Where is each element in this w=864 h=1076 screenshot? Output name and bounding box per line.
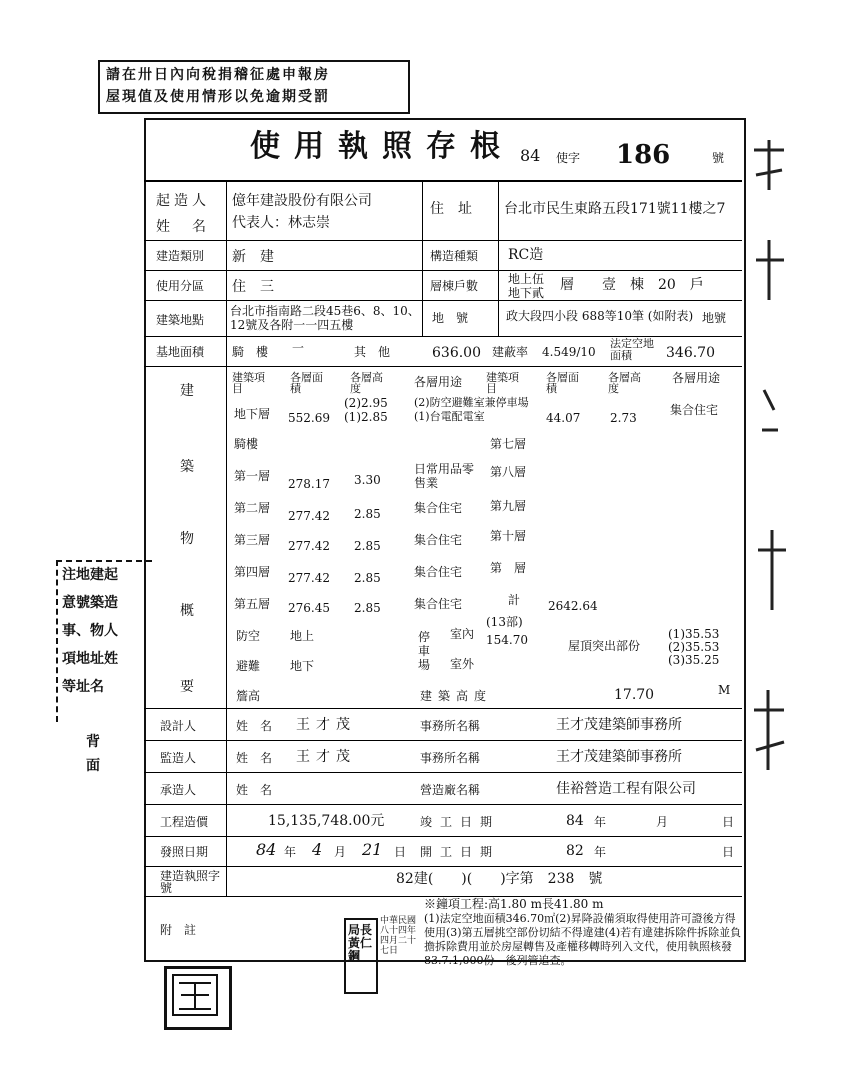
issue-year: 84 — [256, 840, 277, 859]
f5-height: 2.85 — [354, 601, 381, 615]
f2-area: 277.42 — [288, 509, 330, 523]
label-contractor: 承造人 — [160, 783, 197, 797]
col-height-right: 各層高度 — [608, 371, 641, 395]
row-f8: 第八層 — [490, 465, 527, 479]
designer-value: 王才茂 — [296, 717, 356, 733]
permit-prefix: 使字 — [556, 151, 581, 165]
contractor-firm: 佳裕營造工程有限公司 — [556, 781, 696, 797]
row-refuge: 避難 — [236, 659, 261, 673]
director-seal — [344, 918, 378, 994]
builder-rep: 代表人：林志崇 — [232, 215, 330, 231]
row-fn: 第 層 — [490, 561, 527, 575]
label-roof: 屋頂突出部份 — [568, 639, 641, 653]
f4-height: 2.85 — [354, 571, 381, 585]
f6-height: 2.73 — [610, 411, 637, 425]
label-floors: 層棟戶數 — [430, 279, 479, 293]
floors-rest: 層 壹 棟 20 戶 — [560, 277, 704, 293]
side-note-2: 意號築造 — [62, 595, 118, 611]
col-height-left: 各層高度 — [350, 371, 383, 395]
start-year-unit: 年 — [594, 845, 607, 859]
issue-month: 4 — [312, 840, 323, 859]
contractor-firm-label: 營造廠名稱 — [420, 783, 481, 797]
f5-use: 集合住宅 — [414, 597, 463, 611]
completion-day-unit: 日 — [722, 815, 735, 829]
row-f10: 第十層 — [490, 529, 527, 543]
shelter-above: 地上 — [290, 629, 315, 643]
notice-line-2: 屋現值及使用情形以免逾期受罰 — [106, 89, 330, 105]
notice-box — [98, 60, 410, 114]
label-other: 其 他 — [354, 345, 391, 359]
overview-label-5: 要 — [180, 679, 194, 695]
label-address: 住 址 — [430, 201, 472, 217]
side-note-box — [56, 560, 152, 722]
row-total: 計 — [508, 593, 521, 607]
use-zone-value: 住 三 — [232, 279, 274, 295]
bldg-height-value: 17.70 — [614, 687, 655, 703]
page-title: 使用執照存根 — [250, 129, 514, 164]
address-value: 台北市民生東路五段171號11樓之7 — [504, 201, 726, 217]
floors-value: 地上伍 地下貳 — [508, 272, 545, 300]
overview-label-3: 物 — [180, 531, 194, 547]
side-note-5: 等址名 — [62, 679, 104, 695]
basement-area: 552.69 — [288, 411, 330, 425]
f1-height: 3.30 — [354, 473, 381, 487]
lot-value: 政大段四小段 688等10筆 (如附表) — [506, 309, 694, 323]
issue-month-unit: 月 — [334, 845, 347, 859]
basement-use: (2)防空避難室兼停車場 (1)台電配電室 — [414, 396, 529, 423]
structure-value: RC造 — [508, 247, 544, 263]
site-area-value: 636.00 — [432, 345, 481, 361]
permit-no-value: 82建( )( )字第 238 號 — [396, 871, 603, 887]
supervisor-office: 王才茂建築師事務所 — [556, 749, 682, 765]
overview-label-1: 建 — [180, 383, 194, 399]
row-f1: 第一層 — [234, 469, 271, 483]
roof-values: (1)35.53 (2)35.53 (3)35.25 — [668, 627, 720, 667]
side-note-1: 注地建起 — [62, 567, 118, 583]
refuge-below: 地下 — [290, 659, 315, 673]
f3-height: 2.85 — [354, 539, 381, 553]
label-completion: 竣工日期 — [420, 815, 501, 829]
overview-label-4: 概 — [180, 603, 194, 619]
f4-area: 277.42 — [288, 571, 330, 585]
arcade-value: 一 — [292, 341, 305, 355]
label-supervisor: 監造人 — [160, 751, 197, 765]
remarks-body: (1)法定空地面積346.70㎡(2)昇降設備須取得使用許可證後方得使用(3)第五層挑空部份切結不得違建(4)若有違建拆除件拆除並負擔拆除費用並於房屋轉售及產權移轉時列入文代，使用執照核發 83.7.1,000份 後列管追查。 — [424, 912, 743, 967]
label-coverage: 建蔽率 — [492, 345, 529, 359]
bldg-height-unit: M — [718, 683, 731, 697]
f3-area: 277.42 — [288, 539, 330, 553]
label-site: 建築地點 — [156, 313, 205, 327]
remarks-line-1: ※鐘項工程:高1.80 m長41.80 m — [424, 897, 604, 911]
permit-year: 84 — [520, 146, 541, 165]
official-stamp-icon — [164, 966, 232, 1030]
f3-use: 集合住宅 — [414, 533, 463, 547]
row-f4: 第四層 — [234, 565, 271, 579]
f4-use: 集合住宅 — [414, 565, 463, 579]
label-issue-date: 發照日期 — [160, 845, 209, 859]
contractor-name-label: 姓 名 — [236, 783, 273, 797]
side-note-3: 事、物人 — [62, 623, 118, 639]
site-value: 台北市指南路二段45巷6、8、10、12號及各附一一四五樓 — [230, 304, 420, 332]
start-day-unit: 日 — [722, 845, 735, 859]
notice-line-1: 請在卅日內向稅捐稽征處申報房 — [106, 67, 330, 83]
label-build-type: 建造類別 — [156, 249, 205, 263]
parking-indoor: 室內 — [450, 627, 475, 641]
open-area-value: 346.70 — [666, 345, 715, 361]
label-builder-name: 姓 名 — [156, 219, 210, 235]
label-structure: 構造種類 — [430, 249, 479, 263]
stamp-glyph-icon — [167, 969, 223, 1021]
parking-outdoor: 室外 — [450, 657, 475, 671]
director-seal-text: 局長黃仁鋼 — [348, 923, 373, 963]
parking-indoor-value: 154.70 — [486, 633, 528, 647]
parking-count: (13部) — [486, 615, 523, 629]
handwriting-strokes-icon — [744, 130, 804, 830]
permit-suffix: 號 — [712, 151, 725, 165]
label-start: 開工日期 — [420, 845, 501, 859]
build-type-value: 新 建 — [232, 249, 274, 265]
label-remarks: 附 註 — [160, 923, 197, 937]
f1-area: 278.17 — [288, 477, 330, 491]
f2-use: 集合住宅 — [414, 501, 463, 515]
designer-office: 王才茂建築師事務所 — [556, 717, 682, 733]
label-open-area: 法定空地面積 — [610, 337, 654, 362]
f2-height: 2.85 — [354, 507, 381, 521]
label-bldg-height: 建築高度 — [420, 689, 493, 703]
coverage-value: 4.549/10 — [542, 345, 596, 359]
side-note-4: 項地址姓 — [62, 651, 118, 667]
f5-area: 276.45 — [288, 601, 330, 615]
issue-day: 21 — [362, 840, 383, 859]
completion-year-unit: 年 — [594, 815, 607, 829]
col-area-right: 各層面積 — [546, 371, 579, 395]
label-permit-no: 建造執照字號 — [160, 869, 221, 895]
start-year: 82 — [566, 843, 584, 859]
completion-year: 84 — [566, 813, 584, 829]
permit-number: 186 — [616, 140, 671, 170]
col-area-left: 各層面積 — [290, 371, 323, 395]
completion-month-unit: 月 — [656, 815, 669, 829]
row-basement: 地下層 — [234, 407, 271, 421]
label-designer: 設計人 — [160, 719, 197, 733]
cost-value: 15,135,748.00元 — [268, 813, 385, 829]
row-f2: 第二層 — [234, 501, 271, 515]
label-arcade: 騎 樓 — [232, 345, 269, 359]
label-cost: 工程造價 — [160, 815, 209, 829]
col-use-right: 各層用途 — [672, 371, 721, 385]
label-lot: 地 號 — [432, 311, 469, 325]
row-arcade: 騎樓 — [234, 437, 259, 451]
label-parking: 停車場 — [418, 630, 431, 672]
lot-suffix: 地號 — [702, 311, 727, 325]
supervisor-name-label: 姓 名 — [236, 751, 273, 765]
f6-area: 44.07 — [546, 411, 581, 425]
seal-date: 中華民國八十四年四月二十七日 — [380, 916, 417, 956]
row-shelter: 防空 — [236, 629, 261, 643]
designer-office-label: 事務所名稱 — [420, 719, 481, 733]
overview-label-2: 築 — [180, 459, 194, 475]
col-floor-right: 建築項目 — [486, 371, 519, 395]
row-f9: 第九層 — [490, 499, 527, 513]
label-use-zone: 使用分區 — [156, 279, 205, 293]
f6-use: 集合住宅 — [670, 403, 719, 417]
supervisor-value: 王才茂 — [296, 749, 356, 765]
supervisor-office-label: 事務所名稱 — [420, 751, 481, 765]
row-f3: 第三層 — [234, 533, 271, 547]
row-f7: 第七層 — [490, 437, 527, 451]
side-note-back: 背面 — [86, 734, 100, 774]
col-use-left: 各層用途 — [414, 375, 463, 389]
f1-use: 日常用品零售業 — [414, 462, 475, 490]
builder-value: 億年建設股份有限公司 — [232, 193, 372, 209]
basement-height: (2)2.95 (1)2.85 — [344, 396, 388, 424]
issue-day-unit: 日 — [394, 845, 407, 859]
label-builder: 起造人 — [156, 193, 210, 209]
row-eaves: 簷高 — [236, 689, 261, 703]
col-floor-left: 建築項目 — [232, 371, 265, 395]
label-site-area: 基地面積 — [156, 345, 205, 359]
row-f5: 第五層 — [234, 597, 271, 611]
issue-year-unit: 年 — [284, 845, 297, 859]
total-area: 2642.64 — [548, 599, 598, 613]
designer-name-label: 姓 名 — [236, 719, 273, 733]
